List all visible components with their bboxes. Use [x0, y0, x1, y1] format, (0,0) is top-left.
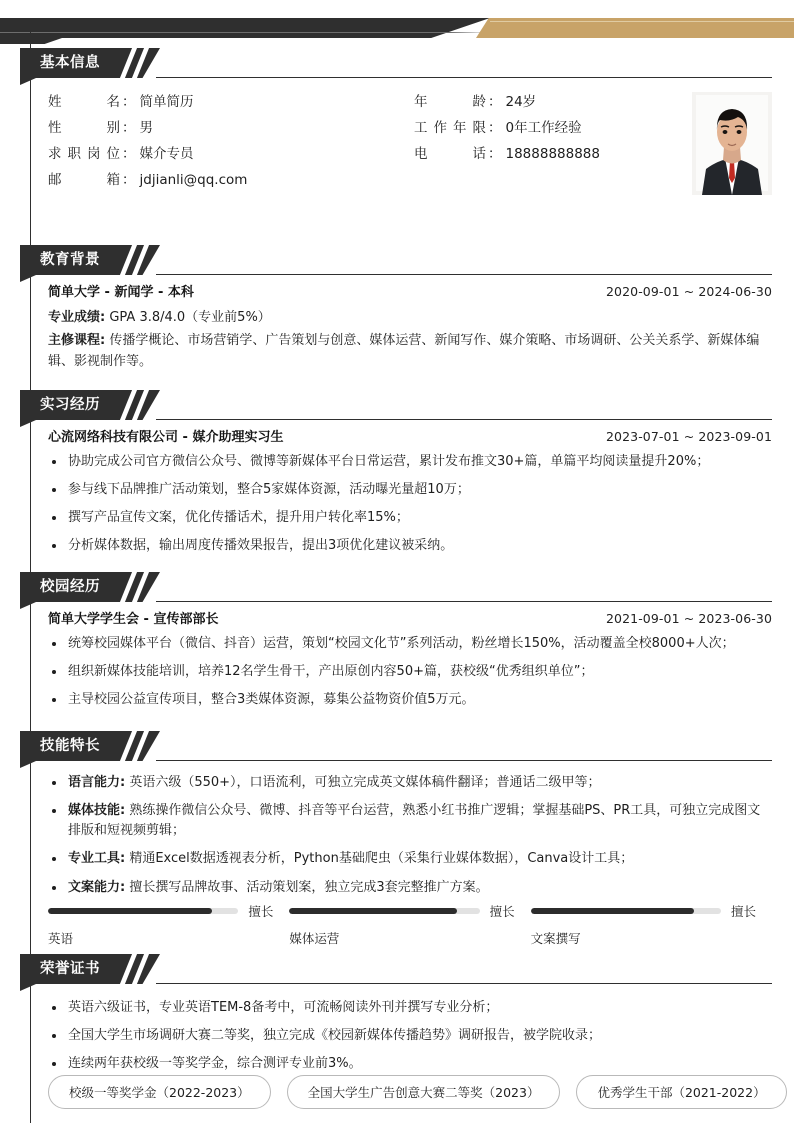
skill-label-copywriting: 文案能力:	[68, 879, 126, 895]
section-campus	[0, 572, 794, 708]
list-item: 全国大学生市场调研大赛二等奖，独立完成《校园新媒体传播趋势》调研报告，被学院收录；	[48, 1026, 772, 1046]
info-row-position	[48, 142, 194, 162]
info-label-gender: 性别	[48, 120, 120, 136]
section-body-internship	[48, 426, 772, 565]
education-gpa-text: GPA 3.8/4.0（专业前5%）	[105, 310, 271, 325]
section-honors	[0, 954, 794, 1072]
section-slash-tail-icon	[114, 572, 160, 602]
internship-entry-date: 2023-07-01 ~ 2023-09-01	[605, 429, 772, 444]
campus-entry-date: 2021-09-01 ~ 2023-06-30	[605, 611, 772, 626]
skill-text-media: 熟练操作微信公众号、微博、抖音等平台运营，熟悉小红书推广逻辑；掌握基础PS、PR工具，可独立完成图文排版和短视频剪辑；	[68, 803, 761, 839]
info-label-phone: 电话	[414, 146, 486, 162]
section-plate-foot	[20, 275, 36, 282]
info-row-phone	[414, 142, 600, 162]
banner-dark-accent-line	[0, 32, 490, 33]
skills-bullet-list	[48, 773, 772, 898]
section-plate	[20, 245, 114, 275]
info-label-email: 邮箱	[48, 172, 120, 188]
skill-bar-fill	[48, 908, 212, 914]
skill-label-language: 语言能力:	[68, 775, 126, 790]
skill-bar-group	[48, 902, 772, 947]
list-item: 英语六级证书，专业英语TEM-8备考中，可流畅阅读外刊并撰写专业分析；	[48, 998, 772, 1018]
section-underline	[156, 601, 772, 602]
section-body-campus	[48, 608, 772, 718]
list-item: 连续两年获校级一等奖学金，综合测评专业前3%。	[48, 1054, 772, 1074]
section-underline	[156, 274, 772, 275]
award-pill-student-leader[interactable]: 优秀学生干部（2021-2022）	[576, 1075, 786, 1109]
section-slash-tail-icon	[114, 731, 160, 761]
section-underline	[156, 760, 772, 761]
skill-text-language: 英语六级（550+），口语流利，可独立完成英文媒体稿件翻译；普通话二级甲等；	[125, 775, 601, 790]
section-plate	[20, 954, 114, 984]
section-plate-foot	[20, 602, 36, 609]
banner-gold-accent-line	[490, 21, 794, 22]
info-value-phone: 18888888888	[505, 146, 600, 162]
education-entry-header	[48, 281, 772, 300]
skill-bar-level: 擅长	[248, 904, 274, 919]
section-plate	[20, 390, 114, 420]
education-courses-text: 传播学概论、市场营销学、广告策划与创意、媒体运营、新闻写作、媒介策略、市场调研、公关关系学、新媒体编辑、影视制作等。	[48, 333, 760, 370]
section-plate	[20, 48, 114, 78]
internship-bullet-list	[48, 452, 772, 557]
info-row-email	[48, 168, 247, 188]
info-value-experience: 0年工作经验	[505, 120, 582, 136]
section-plate	[20, 572, 114, 602]
section-education	[0, 245, 794, 370]
skill-bar-row	[48, 902, 273, 920]
skill-text-copywriting: 擅长撰写品牌故事、活动策划案，独立完成3套完整推广方案。	[125, 879, 489, 895]
skill-text-tools: 精通Excel数据透视表分析，Python基础爬虫（采集行业媒体数据），Canva设计工具；	[125, 851, 634, 867]
section-header-basic-info	[0, 48, 794, 78]
info-colon: ：	[488, 94, 502, 110]
list-item	[48, 773, 772, 793]
section-slash-tail-icon	[114, 954, 160, 984]
info-label-experience: 工作年限	[414, 120, 486, 136]
skill-bar-name: 文案撰写	[530, 931, 581, 946]
section-internship	[0, 390, 794, 554]
skill-label-tools: 专业工具:	[68, 851, 126, 867]
skill-bar-fill	[289, 908, 456, 914]
list-item: 组织新媒体技能培训，培养12名学生骨干，产出原创内容50+篇，获校级“优秀组织单位”；	[48, 662, 772, 682]
education-entry-date: 2020-09-01 ~ 2024-06-30	[605, 284, 772, 299]
info-colon: ：	[488, 146, 502, 162]
info-row-name	[48, 90, 194, 110]
list-item: 分析媒体数据，输出周度传播效果报告，提出3项优化建议被采纳。	[48, 536, 772, 556]
section-slash-tail-icon	[114, 390, 160, 420]
info-colon: ：	[488, 120, 502, 136]
section-header-internship	[0, 390, 794, 420]
skill-bar-row	[531, 902, 756, 920]
education-courses-label: 主修课程:	[48, 333, 106, 349]
campus-bullet-list	[48, 634, 772, 710]
section-plate-foot	[20, 78, 36, 85]
skill-bar-fill	[531, 908, 695, 914]
honors-bullet-list	[48, 998, 772, 1074]
banner-dark-bar	[0, 18, 490, 38]
info-colon: ：	[122, 172, 136, 188]
skill-bar-copywriting	[531, 902, 772, 947]
info-value-position: 媒介专员	[139, 146, 194, 162]
list-item: 参与线下品牌推广活动策划，整合5家媒体资源，活动曝光量超10万；	[48, 480, 772, 500]
skill-bar-english	[48, 902, 289, 947]
list-item	[48, 878, 772, 898]
skill-label-media: 媒体技能:	[68, 803, 126, 819]
section-body-honors	[48, 998, 772, 1082]
skill-bar-row	[289, 902, 514, 920]
section-slash-tail-icon	[114, 48, 160, 78]
list-item: 主导校园公益宣传项目，整合3类媒体资源，募集公益物资价值5万元。	[48, 690, 772, 710]
education-courses-line	[48, 330, 772, 372]
list-item	[48, 801, 772, 841]
section-title: 实习经历	[40, 396, 100, 413]
section-plate-foot	[20, 761, 36, 768]
info-value-gender: 男	[139, 120, 153, 136]
section-header-skills	[0, 731, 794, 761]
info-label-position: 求职岗位	[48, 146, 120, 162]
section-plate-foot	[20, 420, 36, 427]
info-row-age	[414, 90, 536, 110]
skill-bar-name: 英语	[48, 931, 74, 946]
award-pill-scholarship[interactable]: 校级一等奖学金（2022-2023）	[48, 1075, 271, 1109]
info-colon: ：	[122, 146, 136, 162]
section-body-skills	[48, 773, 772, 906]
banner-notch	[0, 38, 62, 44]
award-pill-ad-contest[interactable]: 全国大学生广告创意大赛二等奖（2023）	[287, 1075, 561, 1109]
info-label-age: 年龄	[414, 94, 486, 110]
section-underline	[156, 77, 772, 78]
section-underline	[156, 983, 772, 984]
info-colon: ：	[122, 120, 136, 136]
section-body-basic-info	[48, 84, 772, 194]
section-header-education	[0, 245, 794, 275]
info-value-name: 简单简历	[139, 94, 194, 110]
education-gpa-label: 专业成绩:	[48, 310, 106, 325]
skill-bar-track	[48, 908, 238, 914]
section-underline	[156, 419, 772, 420]
list-item: 协助完成公司官方微信公众号、微博等新媒体平台日常运营，累计发布推文30+篇，单篇平均阅读量提升20%；	[48, 452, 772, 472]
section-header-honors	[0, 954, 794, 984]
info-value-age: 24岁	[505, 94, 537, 110]
skill-bar-media-operation	[289, 902, 530, 947]
education-gpa-line	[48, 307, 772, 328]
education-entry-title: 简单大学 - 新闻学 - 本科	[48, 285, 194, 300]
list-item	[48, 849, 772, 869]
info-label-name: 姓名	[48, 94, 120, 110]
list-item: 撰写产品宣传文案，优化传播话术，提升用户转化率15%；	[48, 508, 772, 528]
section-plate	[20, 731, 114, 761]
section-skills	[0, 731, 794, 895]
section-basic-info	[0, 48, 794, 188]
section-title: 基本信息	[40, 54, 100, 71]
skill-bar-track	[531, 908, 721, 914]
info-value-email: jdjianli@qq.com	[139, 172, 248, 188]
section-title: 技能特长	[40, 737, 100, 754]
campus-entry-header	[48, 608, 772, 627]
info-colon: ：	[122, 94, 136, 110]
avatar	[692, 92, 772, 195]
award-pill-group	[48, 1075, 772, 1109]
section-title: 教育背景	[40, 251, 100, 268]
section-plate-foot	[20, 984, 36, 991]
skill-bar-level: 擅长	[730, 904, 756, 919]
basic-info-grid	[48, 84, 772, 194]
section-title: 荣誉证书	[40, 960, 100, 977]
info-row-gender	[48, 116, 153, 136]
list-item: 统筹校园媒体平台（微信、抖音）运营，策划“校园文化节”系列活动，粉丝增长150%，活动覆盖全校8000+人次；	[48, 634, 772, 654]
top-banner	[0, 18, 794, 38]
internship-entry-header	[48, 426, 772, 445]
info-row-experience	[414, 116, 582, 136]
internship-entry-title: 心流网络科技有限公司 - 媒介助理实习生	[48, 430, 284, 445]
skill-bar-name: 媒体运营	[289, 931, 340, 946]
skill-bar-level: 擅长	[489, 904, 515, 919]
skill-bar-track	[289, 908, 479, 914]
campus-entry-title: 简单大学学生会 - 宣传部部长	[48, 612, 219, 627]
section-header-campus	[0, 572, 794, 602]
section-body-education	[48, 281, 772, 374]
section-slash-tail-icon	[114, 245, 160, 275]
section-title: 校园经历	[40, 578, 100, 595]
